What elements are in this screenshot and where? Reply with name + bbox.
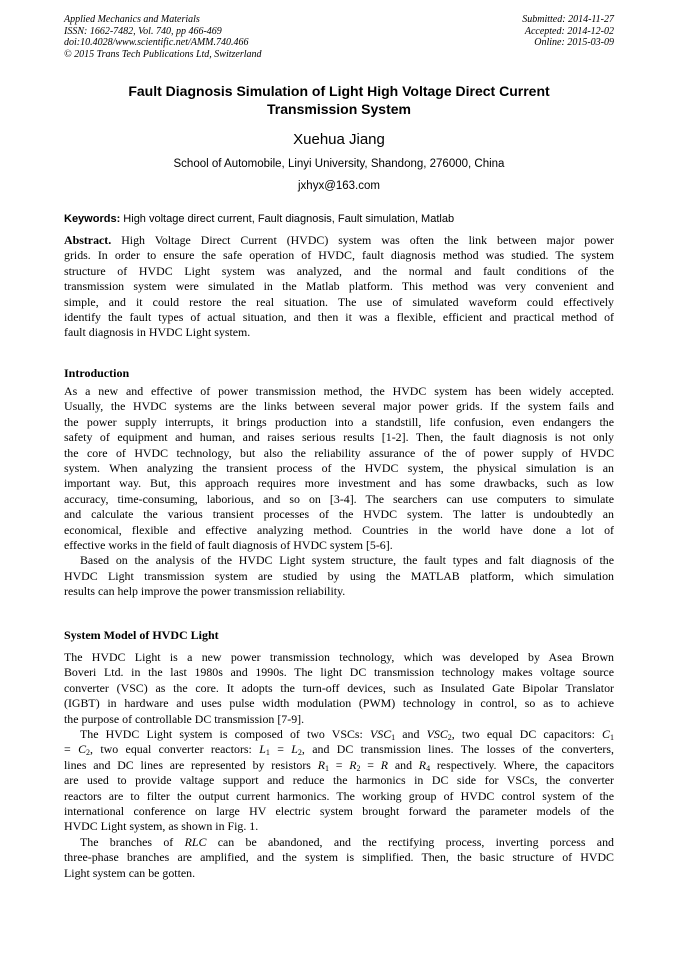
system-model-body — [64, 650, 614, 881]
body-line: The HVDC Light system is composed of two VSCs: $VSC_1$ and $VSC_2$, two equal DC capacitors: $C_1$ — [80, 727, 614, 743]
abstract-line: simple, and it could restore the real situation. The use of simulated waveform could effectively — [64, 294, 614, 309]
abstract — [64, 233, 614, 341]
body-line: lines and DC lines are represented by resistors $R_1 = R_2 = R$ and $R_4$ respectively. Where, the capacitors — [64, 757, 614, 773]
paper-title — [60, 82, 618, 118]
body-line: safety of equipment and human, and raises serious results [1-2]. Then, the fault diagnosis is not only — [64, 430, 614, 445]
section-heading-system-model: System Model of HVDC Light — [64, 628, 219, 642]
title-line: Fault Diagnosis Simulation of Light High Voltage Direct Current — [128, 83, 550, 99]
submitted-date: Submitted: 2014-11-27 — [522, 14, 614, 25]
abstract-line — [64, 233, 614, 248]
keywords — [64, 212, 616, 226]
keywords-text: High voltage direct current, Fault diagnosis, Fault simulation, Matlab — [120, 213, 455, 225]
online-date: Online: 2015-03-09 — [534, 37, 614, 49]
body-line: = $C_2$, two equal converter reactors: $L_1 = L_2$, and DC transmission lines. The losses of the converters, — [64, 742, 614, 758]
abstract-line: transmission system were simulated in the Matlab platform. This method was very convenient and — [64, 279, 614, 294]
abstract-first-text: High Voltage Direct Current (HVDC) system was often the link between major power — [111, 233, 614, 247]
keywords-label: Keywords: — [64, 213, 121, 225]
body-line: effective works in the field of fault diagnosis of HVDC system [5-6]. — [64, 538, 393, 553]
body-line: are used to provide valtage support and reduce the harmonics in DC side for VSCs, the converter — [64, 773, 614, 788]
accepted-date: Accepted: 2014-12-02 — [524, 25, 614, 37]
author-name: Xuehua Jiang — [293, 131, 385, 148]
submission-dates — [522, 14, 614, 49]
journal-name: Applied Mechanics and Materials — [64, 14, 200, 25]
section-heading-introduction: Introduction — [64, 366, 130, 380]
journal-info — [64, 14, 262, 60]
body-line: As a new and effective of power transmission method, the HVDC system has been widely accepted. — [64, 384, 614, 398]
body-line: three-phase branches are amplified, and the system is simplified. Then, the basic structure of HVDC — [64, 850, 614, 865]
body-line: results can help improve the power transmission reliability. — [64, 584, 346, 599]
body-line: the purpose of controllable DC transmission [7-9]. — [64, 711, 305, 726]
body-line: international conference on large HV electric system brought forward the parameter models of the — [64, 804, 614, 819]
abstract-line: structure of HVDC Light system was analyzed, and the normal and fault conditions of the — [64, 263, 614, 278]
title-line: Transmission System — [267, 101, 411, 117]
body-line: Usually, the HVDC systems are the links between several major power grids. If the system fails and — [64, 399, 614, 414]
author-affiliation: School of Automobile, Linyi University, Shandong, 276000, China — [173, 158, 505, 170]
journal-copyright: © 2015 Trans Tech Publications Ltd, Switzerland — [64, 48, 262, 60]
author-email[interactable]: jxhyx@163.com — [298, 180, 380, 192]
journal-doi[interactable]: doi:10.4028/www.scientific.net/AMM.740.466 — [64, 37, 249, 49]
body-line: Boveri Ltd. in the last 1980s and 1990s. The light DC transmission technology makes voltage source — [64, 665, 614, 680]
body-line: the power supply interrupts, it brings production into a standstill, life confusion, even endangers the — [64, 414, 614, 429]
body-line: Based on the analysis of the HVDC Light system structure, the fault types and falt diagnosis of the — [80, 553, 614, 568]
body-line: HVDC Light transmission system are studied by using the MATLAB platform, which simulation — [64, 568, 614, 583]
body-line: accuracy, time-consuming, laborious, and so on [3-4]. The searchers can use computers to simulate — [64, 491, 614, 506]
body-line: economical, flexible and effective analyzing method. Countries in the world have done a lot of — [64, 522, 614, 537]
abstract-line: grids. In order to ensure the safe operation of HVDC, fault diagnosis method was studied. The system — [64, 248, 614, 263]
body-line: system. When analyzing the transient process of the HVDC system, the physical simulation is an — [64, 461, 614, 476]
body-line: the core of HVDC technology, but also the reliability assurance of the of power supply of HVDC — [64, 445, 614, 460]
body-line: reactors are to filter the output current harmonics. The working group of HVDC control system of the — [64, 788, 614, 803]
abstract-line: fault diagnosis in HVDC Light system. — [64, 325, 251, 340]
abstract-line: identify the fault types of actual situation, and then it was a flexible, efficient and practical method of — [64, 310, 614, 325]
introduction-body — [64, 384, 614, 600]
body-line: The HVDC Light is a new power transmission technology, which was developed by Asea Brown — [64, 650, 614, 664]
body-line: Light system can be gotten. — [64, 865, 196, 880]
body-line: converter (VSC) as the core. It adopts the turn-off devices, such as Insulated Gate Bipolar Translator — [64, 680, 614, 695]
body-line: (IGBT) in hardware and uses pulse width modulation (PWM) technology in control, so as to achieve — [64, 696, 614, 711]
body-line: important way. But, this approach requires more investment and has some drawbacks, such as low — [64, 476, 614, 491]
journal-issn: ISSN: 1662-7482, Vol. 740, pp 466-469 — [64, 25, 222, 37]
body-line: The branches of RLC can be abandoned, and the rectifying process, inverting porcess and — [80, 834, 614, 849]
body-line: and calculate the various transient processes of the HVDC system. The latter is undoubtedly an — [64, 507, 614, 522]
body-line: HVDC Light system, as shown in Fig. 1. — [64, 819, 259, 834]
abstract-label: Abstract. — [64, 233, 112, 247]
